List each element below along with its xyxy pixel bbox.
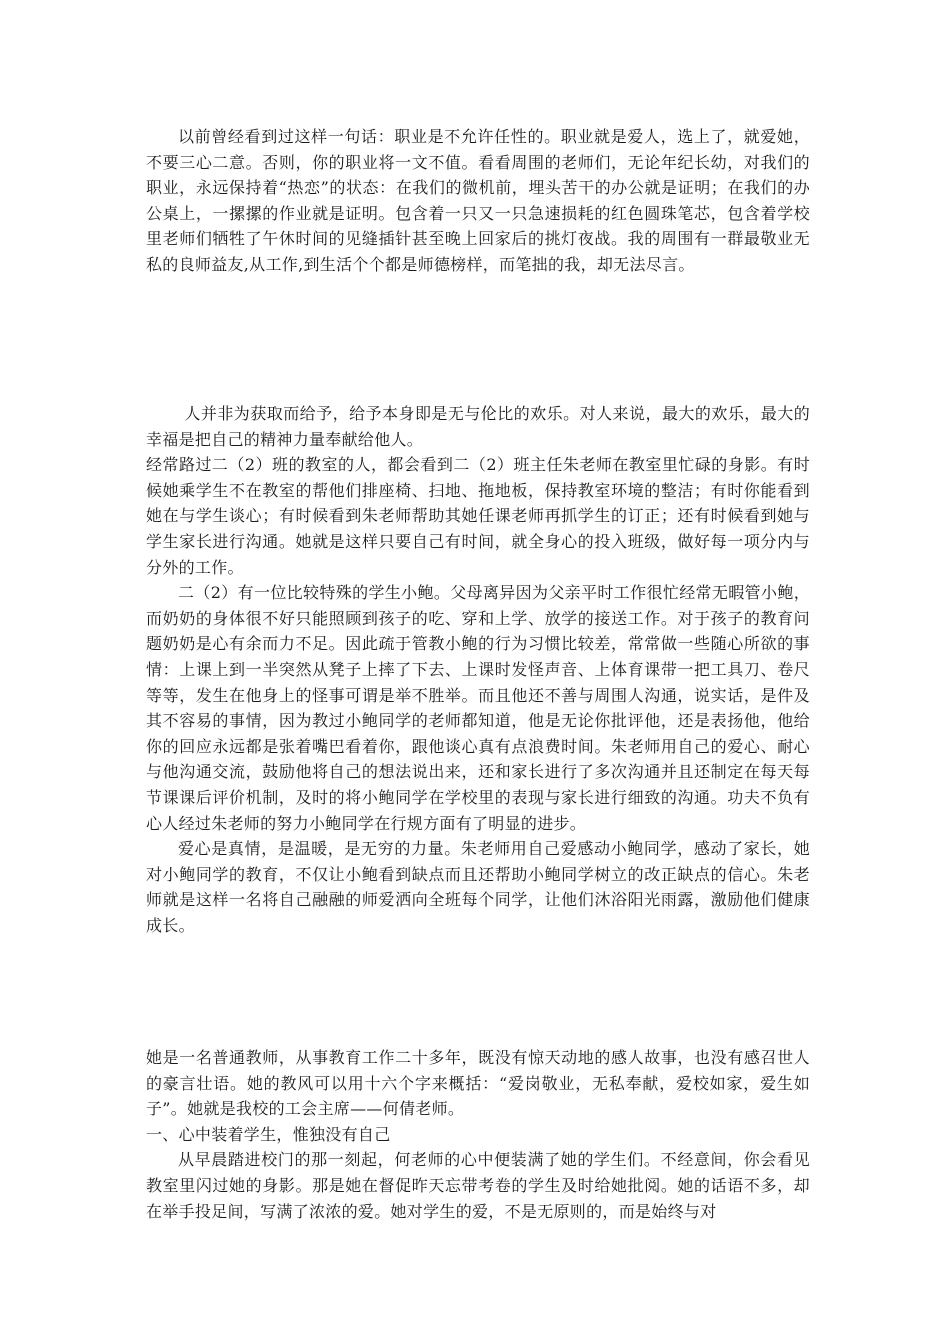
- paragraph: 爱心是真情，是温暖，是无穷的力量。朱老师用自己爱感动小鲍同学，感动了家长，她对小鲍同学的教育，不仅让小鲍看到缺点而且还帮助小鲍同学树立的改正缺点的信心。朱老师就是这样一名将自己融融的师爱洒向全班每个同学，让他们沐浴阳光雨露，激励他们健康成长。: [146, 839, 810, 935]
- paragraph: 从早晨踏进校门的那一刻起，何老师的心中便装满了她的学生们。不经意间，你会看见教室里闪过她的身影。那是她在督促昨天忘带考卷的学生及时给她批阅。她的话语不多，却在举手投足间，写满了浓浓的爱。她对学生的爱，不是无原则的，而是始终与对: [146, 1150, 810, 1221]
- paragraph: 她是一名普通教师，从事教育工作二十多年，既没有惊天动地的感人故事，也没有感召世人的豪言壮语。她的教风可以用十六个字来概括：“爱岗敬业，无私奉献，爱校如家，爱生如子”。她就是我校的工会主席——何倩老师。: [146, 1048, 810, 1119]
- section-career-love: [146, 124, 810, 278]
- paragraph: 以前曾经看到过这样一句话：职业是不允许任性的。职业就是爱人，选上了，就爱她，不要三心二意。否则，你的职业将一文不值。看看周围的老师们，无论年纪长幼，对我们的职业，永远保持着“热恋”的状态：在我们的微机前，埋头苦干的办公就是证明；在我们的办公桌上，一摞摞的作业就是证明。包含着一只又一只急速损耗的红色圆珠笔芯，包含着学校里老师们牺牲了午休时间的见缝插针甚至晚上回家后的挑灯夜战。我的周围有一群最敬业无私的良师益友,从工作,到生活个个都是师德榜样，而笔拙的我，却无法尽言。: [146, 127, 810, 274]
- section-teacher-he: [146, 1045, 810, 1224]
- paragraph: 二（2）有一位比较特殊的学生小鲍。父母离异因为父亲平时工作很忙经常无暇管小鲍，而奶奶的身体很不好只能照顾到孩子的吃、穿和上学、放学的接送工作。对于孩子的教育问题奶奶是心有余而力不足。因此疏于管教小鲍的行为习惯比较差，常常做一些随心所欲的事情：上课上到一半突然从凳子上摔了下去、上课时发怪声音、上体育课带一把工具刀、卷尺等等，发生在他身上的怪事可谓是举不胜举。而且他还不善与周围人沟通，说实话，是件及其不容易的事情，因为教过小鲍同学的老师都知道，他是无论你批评他，还是表扬他，他给你的回应永远都是张着嘴巴看着你，跟他谈心真有点浪费时间。朱老师用自己的爱心、耐心与他沟通交流，鼓励他将自己的想法说出来，还和家长进行了多次沟通并且还制定在每天每节课课后评价机制，及时的将小鲍同学在学校里的表现与家长进行细致的沟通。功夫不负有心人经过朱老师的努力小鲍同学在行规方面有了明显的进步。: [146, 583, 810, 833]
- section-heading: 一、心中装着学生，惟独没有自己: [146, 1124, 391, 1144]
- paragraph: 人并非为获取而给予，给予本身即是无与伦比的欢乐。对人来说，最大的欢乐，最大的幸福是把自己的精神力量奉献给他人。: [146, 404, 810, 449]
- paragraph: 经常路过二（2）班的教室的人，都会看到二（2）班主任朱老师在教室里忙碌的身影。有时候她乘学生不在教室的帮他们排座椅、扫地、拖地板，保持教室环境的整洁；有时你能看到她在与学生谈心；有时候看到朱老师帮助其她任课老师再抓学生的订正；还有时候看到她与学生家长进行沟通。她就是这样只要自己有时间，就全身心的投入班级，做好每一项分内与分外的工作。: [146, 455, 810, 577]
- section-teacher-zhu: [146, 401, 810, 938]
